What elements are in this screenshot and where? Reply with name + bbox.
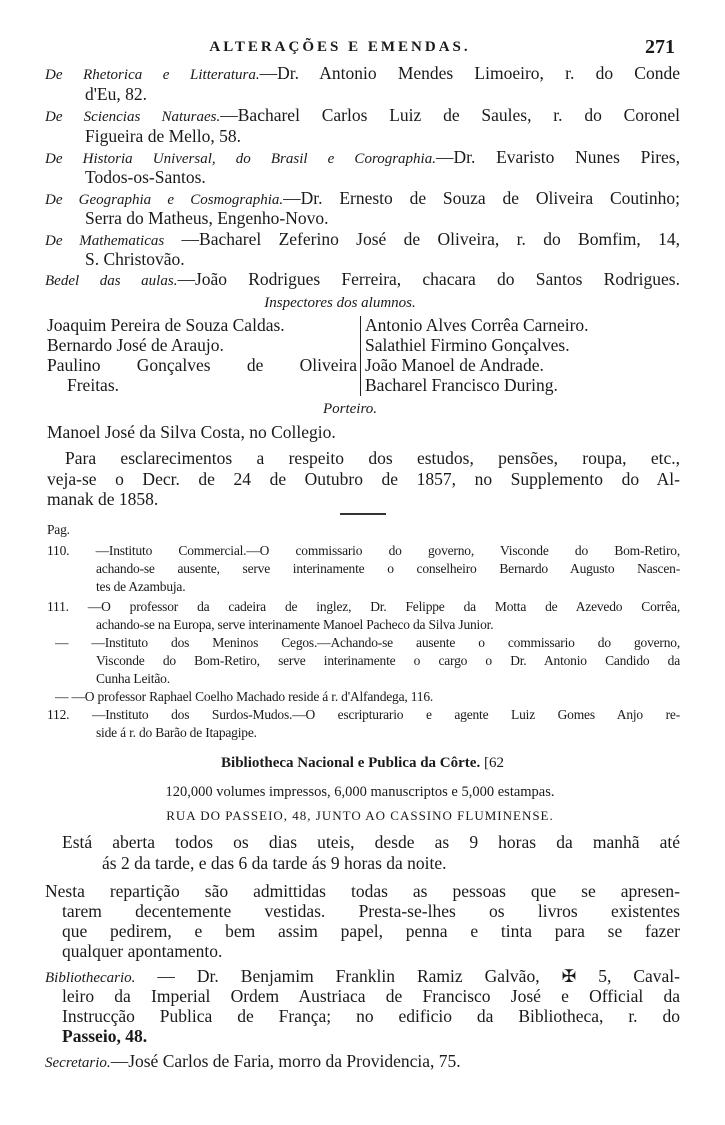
note-line: veja-se o Decr. de 24 de Outubro de 1857, no Supplemento do Al- — [47, 469, 680, 489]
rules-line: que pedirem, e bem assim papel, penna e tinta para se fazer — [62, 921, 680, 941]
inspector-name: João Manoel de Andrade. — [365, 355, 544, 375]
errata-line: side á r. do Barão de Itapagipe. — [96, 725, 257, 740]
bedel-label: Bedel das aulas. — [45, 273, 178, 289]
subject: De Sciencias Naturaes. — [45, 109, 221, 125]
librarian-text: — Dr. Benjamim Franklin Ramiz Galvão, ✠ 5, Caval- — [157, 966, 680, 986]
inspector-name: Bernardo José de Araujo. — [47, 335, 224, 355]
library-address: RUA DO PASSEIO, 48, JUNTO AO CASSINO FLUMINENSE. — [166, 808, 554, 823]
page-number: 271 — [645, 36, 675, 58]
hours-line: ás 2 da tarde, e das 6 da tarde ás 9 horas da noite. — [102, 853, 447, 873]
professor-name: —Bacharel Carlos Luiz de Saules, r. do Coronel — [220, 105, 680, 125]
library-title-row — [100, 752, 625, 776]
professor-name: —Dr. Evaristo Nunes Pires, — [435, 147, 680, 167]
subject: De Geographia e Cosmographia. — [45, 192, 284, 208]
hours-line: Está aberta todos os dias uteis, desde as 9 horas da manhã até — [62, 832, 680, 852]
subject: De Mathematicas — [45, 233, 165, 249]
errata-line: 112. —Instituto dos Surdos-Mudos.—O escripturario e agente Luiz Gomes Anjo re- — [47, 707, 680, 722]
porteiro-name: Manoel José da Silva Costa, no Collegio. — [47, 422, 336, 442]
errata-line: achando-se ausente, serve interinamente o conselheiro Bernardo Augusto Nascen- — [96, 561, 680, 576]
rules-line: qualquer apontamento. — [62, 941, 223, 961]
section-divider — [340, 513, 386, 515]
librarian-label: Bibliothecario. — [45, 970, 136, 986]
column-divider — [360, 316, 361, 396]
errata-line: 110. —Instituto Commercial.—O commissario do governo, Visconde do Bom-Retiro, — [47, 543, 680, 558]
library-ref: [62 — [483, 755, 504, 771]
professor-address: Serra do Matheus, Engenho-Novo. — [85, 208, 329, 228]
errata-line: tes de Azambuja. — [96, 579, 186, 594]
rules-line: tarem decentemente vestidas. Presta-se-lhes os livros existentes — [62, 901, 680, 921]
errata-line: 111. —O professor da cadeira de inglez, Dr. Felippe da Motta de Azevedo Corrêa, — [47, 599, 680, 614]
errata-line: achando-se na Europa, serve interinamente Manoel Pacheco da Silva Junior. — [96, 617, 494, 632]
inspector-name: Joaquim Pereira de Souza Caldas. — [47, 315, 285, 335]
librarian-line: Instrucção Publica de França; no edificio da Bibliotheca, r. do — [62, 1006, 680, 1026]
rules-line: Nesta repartição são admittidas todas as pessoas que se apresen- — [45, 881, 680, 901]
inspector-name: Salathiel Firmino Gonçalves. — [365, 335, 570, 355]
subject: De Rhetorica e Litteratura. — [45, 67, 260, 83]
inspector-name: Freitas. — [67, 375, 120, 395]
bedel-text: —João Rodrigues Ferreira, chacara do Santos Rodrigues. — [177, 269, 680, 289]
bedel-entry — [45, 268, 680, 292]
secretary-label: Secretario. — [45, 1055, 111, 1071]
section-title: Porteiro. — [322, 401, 378, 417]
professor-address: S. Christovão. — [85, 249, 185, 269]
errata-line: — —Instituto dos Meninos Cegos.—Achando-se ausente o commissario do governo, — [55, 635, 680, 650]
inspector-name: Antonio Alves Corrêa Carneiro. — [365, 315, 589, 335]
errata-label: Pag. — [47, 522, 70, 537]
professor-name: —Bacharel Zeferino José de Oliveira, r. do Bomfim, 14, — [164, 229, 680, 249]
subject: De Historia Universal, do Brasil e Corographia. — [45, 151, 436, 167]
professor-address: Figueira de Mello, 58. — [85, 126, 242, 146]
errata-line: — —O professor Raphael Coelho Machado reside á r. d'Alfandega, 116. — [55, 689, 434, 704]
library-title: Bibliotheca Nacional e Publica da Côrte. — [221, 755, 481, 771]
professor-name: —Dr. Ernesto de Souza de Oliveira Coutinho; — [283, 188, 680, 208]
note-line: Para esclarecimentos a respeito dos estudos, pensões, roupa, etc., — [65, 448, 680, 468]
library-holdings: 120,000 volumes impressos, 6,000 manuscriptos e 5,000 estampas. — [165, 784, 555, 800]
professor-address: Todos-os-Santos. — [85, 167, 206, 187]
note-line: manak de 1858. — [47, 489, 159, 509]
inspector-name: Bacharel Francisco During. — [365, 375, 558, 395]
section-title: Inspectores dos alumnos. — [264, 295, 416, 311]
inspector-name: Paulino Gonçalves de Oliveira — [47, 355, 357, 375]
professor-name: —Dr. Antonio Mendes Limoeiro, r. do Conde — [259, 63, 680, 83]
running-title: ALTERAÇÕES E EMENDAS. — [209, 39, 471, 55]
errata-line: Cunha Leitão. — [96, 671, 170, 686]
librarian-line: Passeio, 48. — [62, 1026, 148, 1046]
professor-address: d'Eu, 82. — [85, 84, 147, 104]
secretary-text: —José Carlos de Faria, morro da Providencia, 75. — [110, 1051, 461, 1071]
secretary-entry — [45, 1050, 680, 1074]
errata-line: Visconde do Bom-Retiro, serve interinamente o cargo o Dr. Antonio Candido da — [96, 653, 680, 668]
librarian-line: leiro da Imperial Ordem Austriaca de Francisco José e Official da — [62, 986, 680, 1006]
